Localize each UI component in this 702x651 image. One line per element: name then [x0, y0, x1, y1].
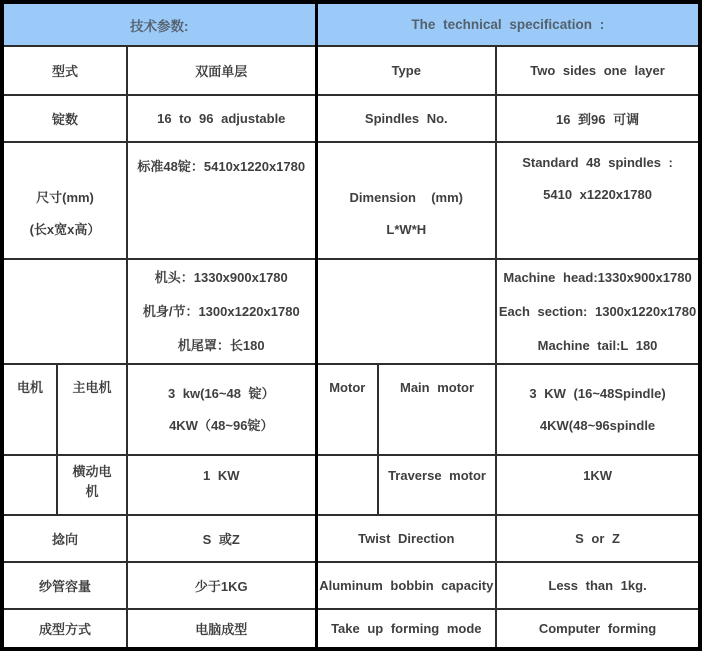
machine-head-cn: 机头：1330x900x1780 [154, 269, 288, 285]
traverse-en-value: 1KW [496, 455, 700, 515]
traverse-en-label: Traverse motor [378, 455, 496, 515]
spindles-en-value: 16 到96 可调 [496, 95, 700, 142]
row-forming [2, 609, 700, 649]
type-cn-value: 双面单层 [127, 46, 316, 95]
dimension-cn-label-line1: 尺寸(mm) [36, 190, 94, 205]
dimension-en-value-line1: Standard 48 spindles : [522, 155, 673, 170]
motor-cn-group: 电机 [2, 364, 57, 455]
bobbin-en-value: Less than 1kg. [496, 562, 700, 609]
dimension-detail-empty-cn [2, 259, 127, 364]
forming-en-value: Computer forming [496, 609, 700, 649]
dimension-cn-label-line2: (长x宽x高） [29, 222, 101, 237]
row-twist [2, 515, 700, 562]
type-cn-label: 型式 [2, 46, 127, 95]
forming-cn-label: 成型方式 [2, 609, 127, 649]
dimension-en-label [316, 142, 496, 259]
type-en-label: Type [316, 46, 496, 95]
each-section-en: Each section: 1300x1220x1780 [498, 303, 697, 319]
row-dimension [2, 142, 700, 259]
spindles-en-label: Spindles No. [316, 95, 496, 142]
traverse-empty-cn-group [2, 455, 57, 515]
traverse-cn-value: 1 KW [127, 455, 316, 515]
dimension-cn-value: 标准48锭：5410x1220x1780 [127, 142, 316, 259]
each-section-cn: 机身/节：1300x1220x1780 [142, 303, 300, 319]
header-cell-cn: 技术参数: [2, 2, 316, 46]
spindles-cn-value: 16 to 96 adjustable [127, 95, 316, 142]
main-motor-cn-value-line1: 3 kw(16~48 锭） [167, 385, 275, 401]
dimension-en-value [496, 142, 700, 259]
spindles-cn-label: 锭数 [2, 95, 127, 142]
main-motor-en-label: Main motor [378, 364, 496, 455]
row-dimension-detail [2, 259, 700, 364]
twist-en-value: S or Z [496, 515, 700, 562]
row-main-motor [2, 364, 700, 455]
bobbin-cn-value: 少于1KG [127, 562, 316, 609]
main-motor-cn-value-line2: 4KW（48~96锭） [169, 417, 274, 433]
row-bobbin [2, 562, 700, 609]
dimension-cn-label [2, 142, 127, 259]
machine-head-en: Machine head:1330x900x1780 [503, 269, 692, 285]
dimension-detail-cn-value [127, 259, 316, 364]
traverse-cn-label: 横动电机 [57, 455, 127, 515]
machine-tail-cn: 机尾罩：长180 [177, 337, 265, 353]
twist-cn-label: 捻向 [2, 515, 127, 562]
bobbin-cn-label: 纱管容量 [2, 562, 127, 609]
main-motor-en-value-line1: 3 KW (16~48Spindle) [529, 385, 666, 401]
header-cell-en: The technical specification : [316, 2, 700, 46]
main-motor-en-value-line2: 4KW(48~96spindle [539, 417, 656, 433]
twist-cn-value: S 或Z [127, 515, 316, 562]
row-spindles [2, 95, 700, 142]
dimension-detail-en-value [496, 259, 700, 364]
motor-en-group: Motor [316, 364, 378, 455]
dimension-en-label-line1: Dimension (mm) [349, 190, 464, 205]
row-type [2, 46, 700, 95]
main-motor-en-value [496, 364, 700, 455]
bobbin-en-label: Aluminum bobbin capacity [316, 562, 496, 609]
dimension-en-label-line2: L*W*H [386, 222, 427, 237]
machine-tail-en: Machine tail:L 180 [537, 337, 658, 353]
dimension-detail-empty-en [316, 259, 496, 364]
traverse-empty-en-group [316, 455, 378, 515]
main-motor-cn-label: 主电机 [57, 364, 127, 455]
main-motor-cn-value [127, 364, 316, 455]
dimension-en-value-line2: 5410 x1220x1780 [543, 187, 652, 202]
row-traverse-motor [2, 455, 700, 515]
twist-en-label: Twist Direction [316, 515, 496, 562]
type-en-value: Two sides one layer [496, 46, 700, 95]
forming-cn-value: 电脑成型 [127, 609, 316, 649]
table-header-row [2, 2, 700, 46]
forming-en-label: Take up forming mode [316, 609, 496, 649]
